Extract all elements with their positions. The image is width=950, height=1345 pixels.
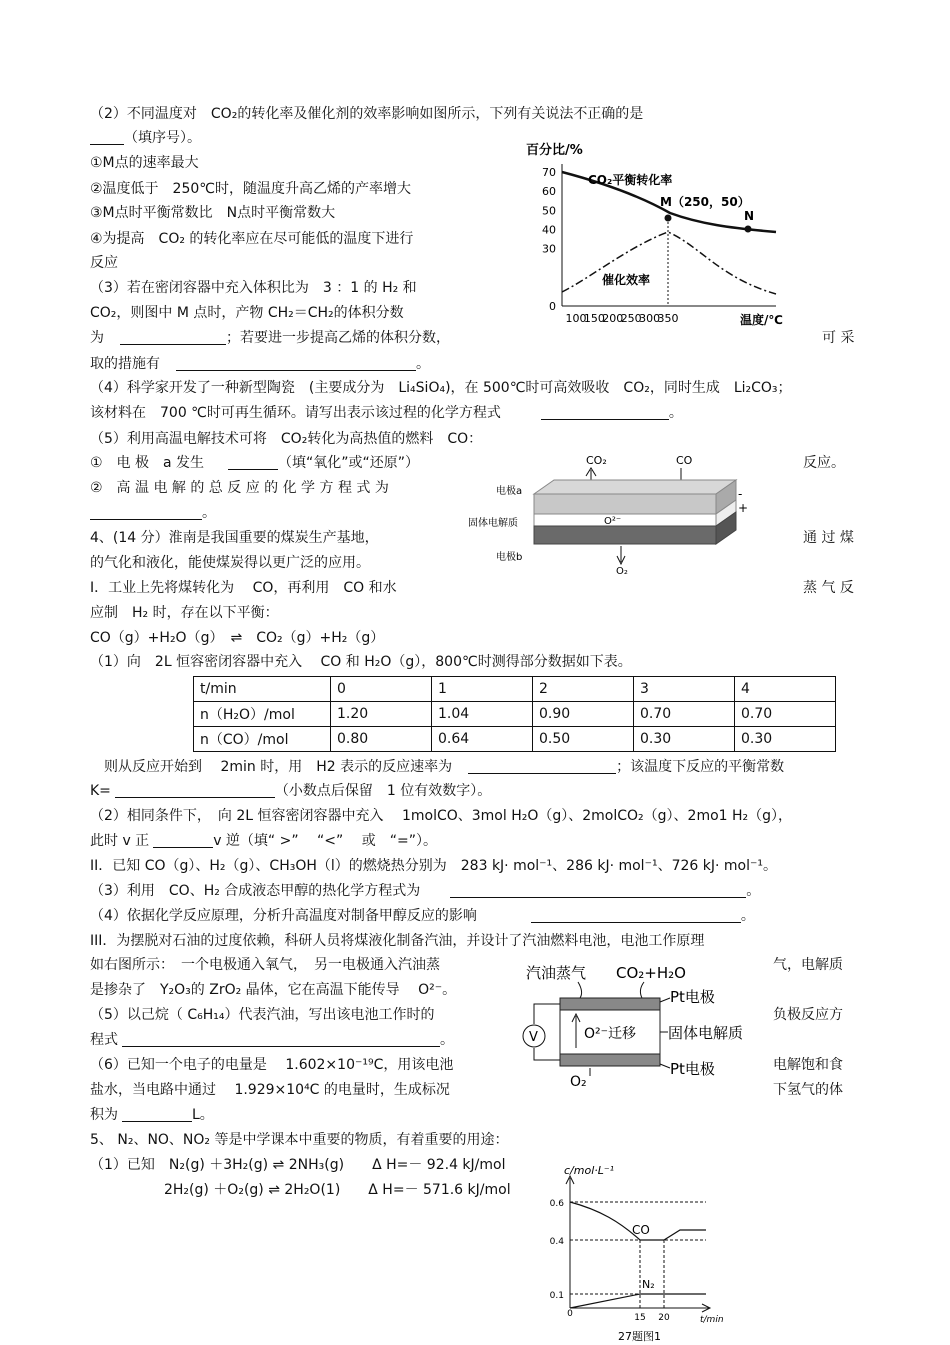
q5-line-1: （5）利用高温电解技术可将 CO₂转化为高热值的燃料 CO： xyxy=(90,431,483,447)
p4b-line-11: （5）以己烷（ C₆H₁₄）代表汽油，写出该电池工作时的 xyxy=(90,1007,435,1023)
table-row xyxy=(194,677,836,702)
chart1-point-m-label: M（250，50） xyxy=(660,195,750,209)
p4b-line-12 xyxy=(90,1030,454,1050)
chart1-x-tick: 350 xyxy=(657,312,679,325)
anode-blank[interactable] xyxy=(122,1032,440,1047)
pt-electrode-bottom xyxy=(560,1054,660,1066)
p4b-line-7 xyxy=(90,906,755,926)
table-cell: 0.70 xyxy=(735,702,836,727)
cell1-o2-label: O₂ xyxy=(616,566,628,577)
table-cell: t/min xyxy=(194,677,331,702)
electrode-a xyxy=(534,494,716,514)
q3-line-3 xyxy=(90,328,450,348)
chart1-x-tick: 300 xyxy=(639,312,661,325)
p4b-line-10: 是掺杂了 Y₂O₃的 ZrO₂ 晶体，它在高温下能传导 O²⁻。 xyxy=(90,982,457,998)
fuel-arrow-icon xyxy=(578,982,582,998)
p4b-line-5: II．已知 CO（g）、H₂（g）、CH₃OH（l）的燃烧热分别为 283 kJ· mol⁻¹、286 kJ· mol⁻¹、726 kJ· mol⁻¹。 xyxy=(90,858,777,874)
chart1-x-tick: 150 xyxy=(583,312,605,325)
p4-line-3: I．工业上先将煤转化为 CO，再利用 CO 和水 xyxy=(90,580,397,596)
q5-line-3: ② 高 温 电 解 的 总 反 应 的 化 学 方 程 式 为 xyxy=(90,480,389,496)
q3-line-4a: 取的措施有 xyxy=(90,356,160,372)
electrolysis-cell xyxy=(468,450,780,580)
point-m xyxy=(665,215,672,222)
p4-q1-stem: （1）向 2L 恒容密闭容器中充入 CO 和 H₂O（g），800℃时测得部分数据如下表。 xyxy=(90,654,632,670)
chart1-point-n-label: N xyxy=(744,209,755,223)
chart27-y-tick: 0.4 xyxy=(549,1237,564,1247)
p4b-line-6b: 。 xyxy=(746,883,761,899)
chart27-x-tick: 20 xyxy=(658,1313,670,1323)
p4b-line-9: 如右图所示： 一个电极通入氧气， 另一电极通入汽油蒸 xyxy=(90,957,440,973)
table-cell: n（CO）/mol xyxy=(194,727,331,752)
q3-line-3b: ；若要进一步提高乙烯的体积分数， xyxy=(226,330,450,346)
p4b-line-13: （6）已知一个电子的电量是 1.602×10⁻¹⁹C，用该电池 xyxy=(90,1057,454,1073)
table-cell: 0.30 xyxy=(634,727,735,752)
table-cell: 1.04 xyxy=(432,702,533,727)
q2-stem: （2）不同温度对 CO₂的转化率及催化剂的效率影响如图所示，下列有关说法不正确的是 xyxy=(90,106,644,122)
p4b-line-13b: 电解饱和食 xyxy=(773,1057,843,1073)
table-cell: 0 xyxy=(331,677,432,702)
q4-line-2 xyxy=(90,403,683,423)
p4b-line-12b: 。 xyxy=(440,1032,454,1048)
p4b-line-15a: 积为 xyxy=(90,1107,118,1123)
rate-blank[interactable] xyxy=(468,759,616,774)
p4b-line-15b: L。 xyxy=(192,1107,214,1123)
table-cell: n（H₂O）/mol xyxy=(194,702,331,727)
electrode-a-top xyxy=(534,480,736,494)
cell2-pt-top-label: Pt电极 xyxy=(670,988,715,1006)
cell1-plus-label: + xyxy=(738,501,749,515)
p4b-line-11b: 负极反应方 xyxy=(773,1007,843,1023)
product-arrow-icon xyxy=(640,982,644,998)
q5-line-2 xyxy=(90,453,419,473)
cell2-fuel-label: 汽油蒸气 xyxy=(526,964,587,982)
volume-blank[interactable] xyxy=(122,1107,192,1122)
concentration-chart xyxy=(540,1160,740,1345)
cell1-co2-label: CO₂ xyxy=(586,454,607,467)
p4b-line-14b: 下氢气的体 xyxy=(773,1082,843,1098)
chart1-y-tick: 0 xyxy=(549,300,556,313)
p5-line-2: （1）已知 N₂(g) ＋3H₂(g) ⇌ 2NH₃(g) Δ H=－ 92.4 kJ/mol xyxy=(90,1157,506,1173)
q3-blank-1[interactable] xyxy=(120,330,226,345)
q2-option-4-cont: 反应 xyxy=(90,255,118,271)
table-cell: 0.30 xyxy=(735,727,836,752)
q3-line-3a: 为 xyxy=(90,330,104,346)
cell1-ion-label: O²⁻ xyxy=(604,516,622,527)
q2-option-1: ①M点的速率最大 xyxy=(90,155,199,171)
p4-line-3b: 蒸 气 反 xyxy=(803,580,854,596)
q2-option-4: ④为提高 CO₂ 的转化率应在尽可能低的温度下进行 xyxy=(90,231,414,247)
q3-line-4 xyxy=(90,354,430,374)
chart1-y-tick: 50 xyxy=(542,204,556,218)
q4-line-2a: 该材料在 700 ℃时可再生循环。请写出表示该过程的化学方程式 xyxy=(90,405,501,421)
p4b-line-7b: 。 xyxy=(740,908,755,924)
pt-bottom-leader xyxy=(660,1064,670,1068)
q5-blank-1[interactable] xyxy=(228,455,278,470)
chart27-x-tick: 15 xyxy=(634,1313,646,1323)
cell1-electrolyte-label: 固体电解质 xyxy=(468,518,518,529)
q5-line-2a: ① 电 极 a 发生 xyxy=(90,455,205,471)
cell1-electrode-b-label: 电极b xyxy=(496,552,523,563)
catalyst-efficiency-curve xyxy=(562,232,776,294)
q3-line-4b: 。 xyxy=(416,356,430,372)
table-cell: 0.90 xyxy=(533,702,634,727)
p4b-line-4b: v 逆（填“ >” “<” 或 “=”）。 xyxy=(213,833,437,849)
p4b-line-4 xyxy=(90,831,437,851)
chart1-y-tick: 40 xyxy=(542,223,556,237)
chart27-y-tick: 0 xyxy=(567,1309,573,1319)
chart1-xlabel: 温度/℃ xyxy=(740,313,783,327)
table-row xyxy=(194,702,836,727)
cell1-electrode-a-label: 电极a xyxy=(496,486,523,497)
cell1-co-label: CO xyxy=(676,454,693,467)
chart27-ylabel: c/mol·L⁻¹ xyxy=(564,1164,615,1177)
p4b-line-1a: 则从反应开始到 2min 时，用 H2 表示的反应速率为 xyxy=(104,759,453,775)
chart1-y-tick: 30 xyxy=(542,242,556,256)
p4b-line-1 xyxy=(104,757,784,777)
chart1-y-tick: 70 xyxy=(542,166,556,179)
cell1-minus-label: - xyxy=(738,487,743,501)
table-cell: 0.70 xyxy=(634,702,735,727)
p4-line-2: 的气化和液化，能使煤炭得以更广泛的应用。 xyxy=(90,555,370,571)
q4-line-1: （4）科学家开发了一种新型陶瓷 (主要成分为 Li₄SiO₄)，在 500℃时可高效吸收 CO₂，同时生成 Li₂CO₃； xyxy=(90,380,792,396)
table-cell: 2 xyxy=(533,677,634,702)
chart1-x-tick: 250 xyxy=(620,312,642,325)
chart1-y-ticks xyxy=(542,166,556,313)
q5-line-4-end: 。 xyxy=(202,505,216,521)
q4-line-2b: 。 xyxy=(668,405,683,421)
q2-fill-line xyxy=(90,128,201,148)
p4b-line-7a: （4）依据化学反应原理，分析升高温度对制备甲醇反应的影响 xyxy=(90,908,477,924)
q3-blank-2[interactable] xyxy=(176,356,416,371)
q5-blank-2[interactable] xyxy=(90,505,202,520)
chart1-ylabel: 百分比/% xyxy=(526,143,583,158)
q2-answer-blank[interactable] xyxy=(90,130,124,145)
cell2-products-label: CO₂+H₂O xyxy=(616,964,686,982)
p4b-line-6a: （3）利用 CO、H₂ 合成液态甲醇的热化学方程式为 xyxy=(90,883,421,899)
table-cell: 1 xyxy=(432,677,533,702)
p4b-line-12a: 程式 xyxy=(90,1032,118,1048)
p4b-line-2 xyxy=(90,781,491,801)
data-table xyxy=(193,676,836,752)
p4b-line-15 xyxy=(90,1105,214,1125)
methanol-blank[interactable] xyxy=(450,883,746,898)
chart1-y-tick: 60 xyxy=(542,185,556,199)
p4-line-4: 应制 H₂ 时，存在以下平衡： xyxy=(90,605,279,621)
temp-effect-blank[interactable] xyxy=(531,908,741,923)
fuel-cell xyxy=(520,960,780,1090)
cell2-pt-bottom-label: Pt电极 xyxy=(670,1060,715,1078)
table-cell: 4 xyxy=(735,677,836,702)
q5-line-2c: 反应。 xyxy=(803,455,845,471)
q3-line-3c: 可 采 xyxy=(822,330,855,346)
chart1-x-ticks xyxy=(566,312,679,325)
p4b-line-1b: ；该温度下反应的平衡常数 xyxy=(616,759,785,775)
p4b-line-2b: （小数点后保留 1 位有效数字）。 xyxy=(274,783,492,799)
chart27-x-ticks xyxy=(634,1313,670,1323)
o2-arrow-icon xyxy=(617,546,625,564)
table-row xyxy=(194,727,836,752)
cell2-electrolyte-label: 固体电解质 xyxy=(668,1024,744,1042)
n2-curve xyxy=(570,1294,706,1308)
pt-top-leader xyxy=(660,998,670,1002)
table-cell: 0.80 xyxy=(331,727,432,752)
q5-line-4 xyxy=(90,503,216,523)
q2-fill-text: （填序号）。 xyxy=(124,130,201,146)
k-blank[interactable] xyxy=(115,783,275,798)
electrode-b xyxy=(534,526,716,544)
chart27-xlabel: t/min xyxy=(700,1315,724,1325)
q3-line-1: （3）若在密闭容器中充入体积比为 3 ：1 的 H₂ 和 xyxy=(90,280,417,296)
chart1-series2-label: 催化效率 xyxy=(602,273,651,287)
chart1-x-tick: 100 xyxy=(565,312,587,325)
cell2-o2-label: O₂ xyxy=(570,1074,587,1090)
solid-electrolyte xyxy=(534,514,716,526)
table-cell: 0.50 xyxy=(533,727,634,752)
chart27-y-tick: 0.6 xyxy=(549,1199,564,1209)
cell2-migration-label: O²⁻迁移 xyxy=(584,1026,637,1042)
p5-line-3: 2H₂(g) ＋O₂(g) ⇌ 2H₂O(1) Δ H=－ 571.6 kJ/mol xyxy=(164,1182,511,1198)
point-n xyxy=(745,226,752,233)
q4-blank[interactable] xyxy=(541,405,669,420)
p4b-line-2a: K= xyxy=(90,783,111,799)
p4b-line-6 xyxy=(90,881,760,901)
chart27-n2-label: N₂ xyxy=(642,1278,655,1291)
q5-line-2b: （填“氧化”或“还原”） xyxy=(278,455,420,471)
chart1-series1-label: CO₂平衡转化率 xyxy=(588,173,673,187)
chart1-x-tick: 200 xyxy=(602,312,624,325)
p4-line-1: 4、(14 分）淮南是我国重要的煤炭生产基地， xyxy=(90,530,379,546)
p4b-line-8: III．为摆脱对石油的过度依赖，科研人员将煤液化制备汽油，并设计了汽油燃料电池，电池工作原理 xyxy=(90,933,705,949)
chart27-y-tick: 0.1 xyxy=(549,1291,564,1301)
q2-option-3: ③M点时平衡常数比 N点时平衡常数大 xyxy=(90,205,336,221)
pt-electrode-top xyxy=(560,998,660,1010)
table-cell: 3 xyxy=(634,677,735,702)
p4b-line-9b: 气，电解质 xyxy=(773,957,843,973)
table-cell: 0.64 xyxy=(432,727,533,752)
p5-line-1: 5、 N₂、NO、NO₂ 等是中学课本中重要的物质，有着重要的用途： xyxy=(90,1132,509,1148)
cell2-meter-label: V xyxy=(529,1030,538,1045)
q2-option-2: ②温度低于 250℃时，随温度升高乙烯的产率增大 xyxy=(90,181,411,197)
p4b-line-3: （2）相同条件下， 向 2L 恒容密闭容器中充入 1molCO、3mol H₂O（g）、2molCO₂（g）、2mo1 H₂（g）， xyxy=(90,808,793,824)
chart27-caption: 27题图1 xyxy=(618,1330,661,1343)
table-cell: 1.20 xyxy=(331,702,432,727)
p4b-line-4a: 此时 v 正 xyxy=(90,833,150,849)
chart27-co-label: CO xyxy=(632,1223,650,1237)
p4b-line-14: 盐水，当电路中通过 1.929×10⁴C 的电量时，生成标况 xyxy=(90,1082,450,1098)
p4-line-1b: 通 过 煤 xyxy=(803,530,854,546)
q3-line-2: CO₂，则图中 M 点时，产物 CH₂＝CH₂的体积分数 xyxy=(90,305,404,321)
p4-equilibrium: CO（g）+H₂O（g） ⇌ CO₂（g）+H₂（g） xyxy=(90,630,385,646)
v-blank[interactable] xyxy=(153,833,213,848)
conversion-chart xyxy=(520,138,800,338)
